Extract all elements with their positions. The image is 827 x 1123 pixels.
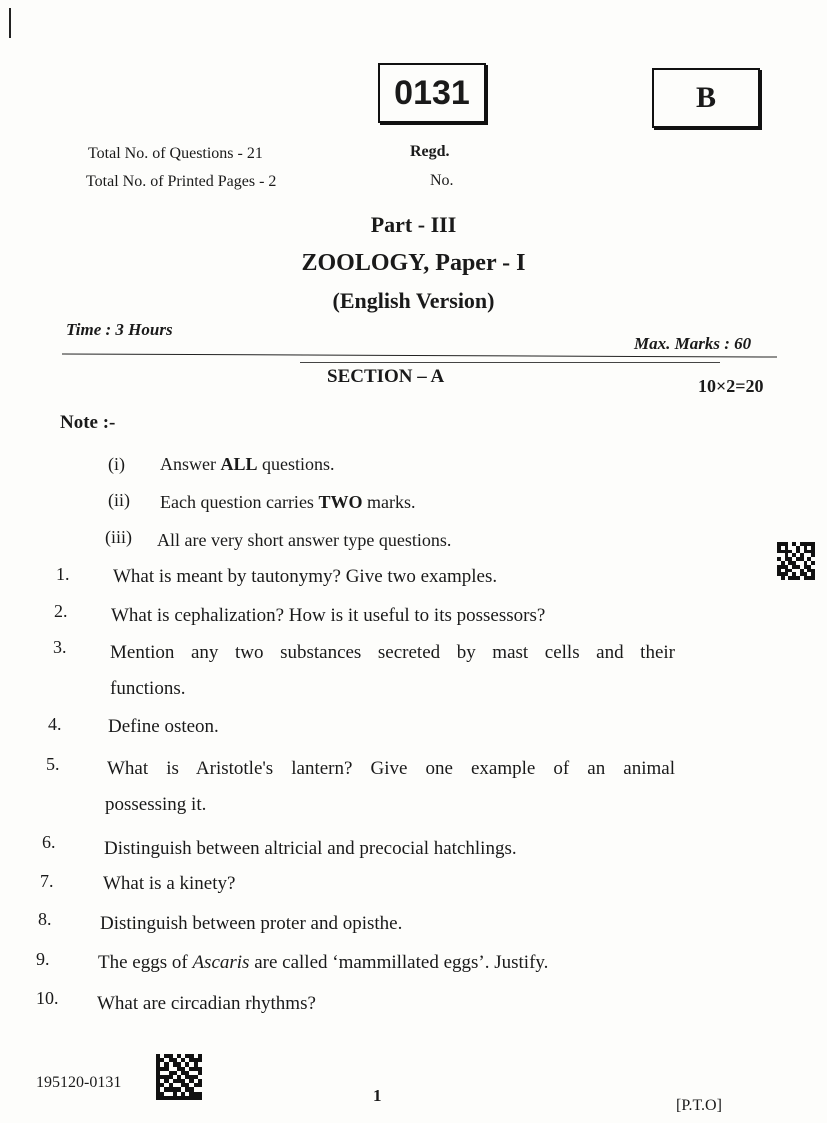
max-marks: Max. Marks : 60 [634, 334, 752, 353]
subject-title: ZOOLOGY, Paper - I [301, 250, 526, 276]
question-text: What are circadian rhythms? [97, 993, 316, 1014]
question-text: What is cephalization? How is it useful to its possessors? [111, 605, 546, 626]
question-text: Define osteon. [108, 716, 219, 737]
question-text: What is Aristotle's lantern? Give one example of an animal [107, 758, 675, 779]
question-number: 2. [54, 601, 68, 621]
margin-mark [9, 8, 11, 38]
total-pages: Total No. of Printed Pages - 2 [86, 173, 277, 190]
note-emphasis: TWO [318, 492, 363, 512]
question-text-continued: possessing it. [105, 794, 207, 815]
version-title: (English Version) [332, 288, 495, 313]
header-divider [62, 353, 777, 357]
paper-code: 0131 [394, 73, 470, 112]
regd-no-label: No. [430, 172, 454, 189]
page-number: 1 [373, 1086, 382, 1105]
note-item-num: (i) [108, 454, 125, 474]
question-text-part: The eggs of [98, 952, 193, 973]
question-number: 7. [40, 871, 54, 891]
question-text: Mention any two substances secreted by mast cells and their [110, 642, 675, 663]
question-text [98, 952, 548, 974]
question-text: What is meant by tautonymy? Give two examples. [113, 566, 498, 587]
qr-code-icon [777, 542, 815, 580]
pto-label: [P.T.O] [676, 1097, 722, 1114]
question-text: Distinguish between proter and opisthe. [100, 913, 403, 934]
note-text: questions. [257, 454, 335, 474]
question-number: 1. [56, 564, 70, 584]
barcode-icon [156, 1054, 202, 1100]
question-text-continued: functions. [110, 678, 186, 699]
note-text: Answer [160, 454, 221, 474]
footer-serial: 195120-0131 [36, 1074, 122, 1091]
question-number: 10. [36, 988, 59, 1008]
regd-label: Regd. [410, 143, 450, 160]
question-number: 4. [48, 714, 62, 734]
note-item-num: (iii) [105, 527, 132, 547]
paper-code-box [378, 63, 486, 123]
header-divider-thin [300, 362, 720, 363]
genus-name: Ascaris [192, 952, 250, 973]
question-number: 3. [53, 637, 67, 657]
question-number: 8. [38, 909, 52, 929]
note-text: marks. [362, 492, 416, 512]
question-text: What is a kinety? [103, 873, 236, 894]
note-emphasis: ALL [220, 454, 258, 474]
time-text: Time : 3 Hours [66, 320, 173, 339]
question-number: 6. [42, 832, 56, 852]
time-info [66, 320, 173, 340]
note-text: All are very short answer type questions. [157, 530, 452, 550]
question-number: 5. [46, 754, 60, 774]
note-text: Each question carries [160, 492, 319, 512]
section-heading: SECTION – A [327, 366, 445, 387]
part-title: Part - III [370, 212, 457, 237]
note-item [157, 530, 451, 551]
total-questions: Total No. of Questions - 21 [88, 145, 263, 162]
section-marks: 10×2=20 [698, 376, 764, 396]
set-code-box [652, 68, 760, 128]
note-item [160, 492, 415, 513]
question-number: 9. [36, 949, 50, 969]
question-text: Distinguish between altricial and precocial hatchlings. [104, 838, 517, 859]
note-label: Note :- [60, 412, 116, 433]
question-text-part: are called ‘mammillated eggs’. Justify. [249, 952, 549, 973]
note-item-num: (ii) [108, 490, 130, 510]
note-item [160, 454, 335, 475]
set-code: B [695, 81, 716, 114]
